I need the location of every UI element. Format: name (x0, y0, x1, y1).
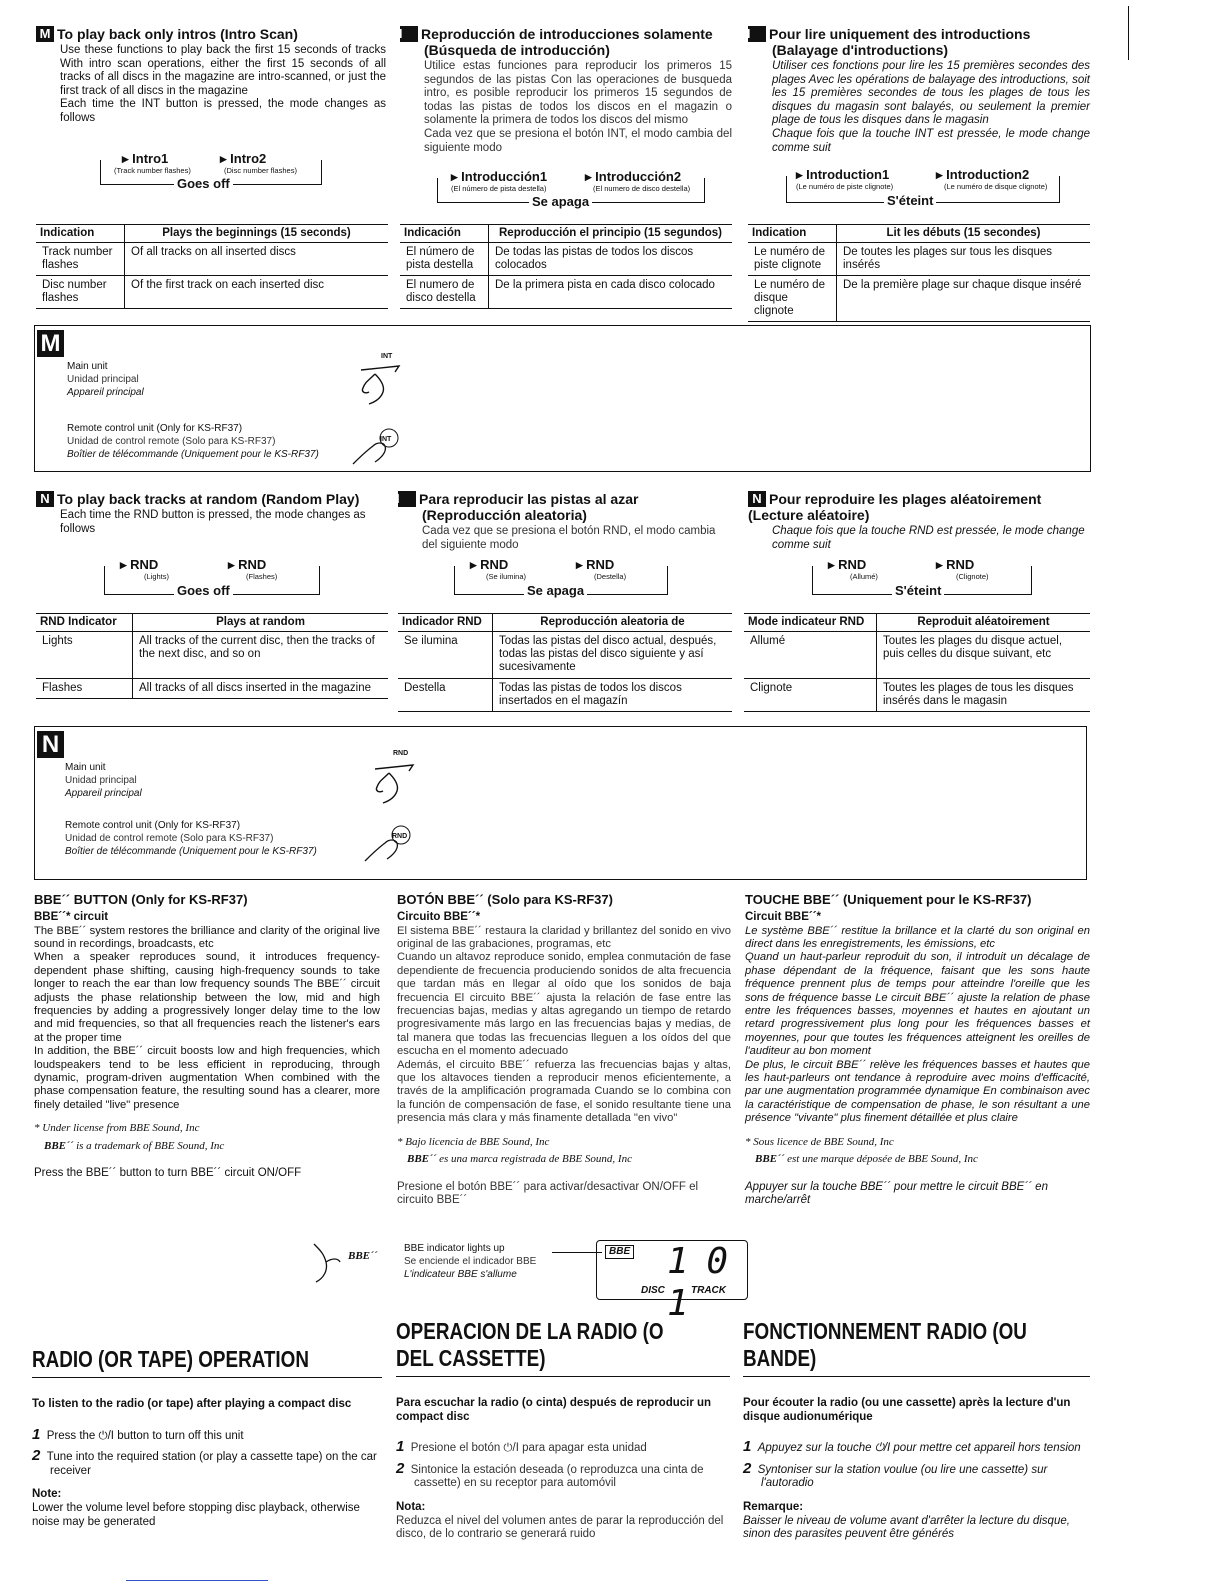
section-body: Chaque fois que la touche RND est pressée, le mode change comme suit (772, 525, 1085, 551)
intro-es (391, 26, 732, 155)
mode-sub-label: (El numero de disco destella) (593, 184, 691, 193)
remote-rnd-key: RND (392, 833, 408, 840)
radio-intro: To listen to the radio (or tape) after playing a compact disc (32, 1398, 352, 1410)
radio-intro: Pour écouter la radio (ou une cassette) après la lecture d'un disque audionumérique (743, 1397, 1071, 1423)
radio-step: 1 Appuyez sur la touche ⏻/I pour mettre cet appareil hors tension (743, 1438, 1081, 1456)
bbe-en (34, 892, 380, 1181)
remote-caption: Remote control unit (Only for KS-RF37) Unidad de control remote (Solo para KS-RF37) Boîtier de télécommande (Uniquement pour le KS-RF37) (67, 423, 319, 460)
radio-step: 1 Press the ⏻/I button to turn off this unit (32, 1425, 244, 1443)
mode-label: Intro1 (132, 151, 169, 166)
radio-title: OPERACION DE LA RADIO (O DEL CASSETTE) (396, 1318, 664, 1371)
bbe-logo: BBE´´ (44, 1139, 74, 1152)
mode-sub-label: (Se ilumina) (486, 572, 527, 581)
figure-badge: M (37, 330, 64, 357)
section-title: To play back only intros (Intro Scan) (57, 26, 298, 42)
bbe-body: El sistema BBE´´ restaura la claridad y brillantez del sonido en vivo original de las grabaciones, programas, etc Cuando un altavoz reproduce sonido, emplea conmutación de fase dependiente de frecuencia produciendo sonidos de alta frecuencia que tardan más en llegar al oído que los sonidos de baja frecuencia El circuito BBE´´ ajusta la relación de fase entre las frecuencias bajas, medias y altas agregando un tiempo de retardo progresivamente más largo en las frecuencias bajas y medias, de tal manera que todas las frecuencias lleguen a los oídos del que escucha en el momento adecuado Además, el circuito BBE´´ refuerza las frecuencias bajas y altas, que los altavoces tienden a reproducir menos eficientemente, a través de la amplificación programada Cuando se lo combina con la función de compensación de fase, el sonido resultante tiene una presencia más clara y más finamente detallada "en vivo" (397, 924, 731, 1125)
press-hand-icon (355, 362, 405, 406)
table-header: Lit les débuts (15 secondes) (837, 225, 1091, 243)
radio-en (32, 1346, 382, 1529)
track-label: TRACK (691, 1285, 726, 1296)
bbe-body: Le système BBE´´ restitue la brillance et la clarté du son original en direct dans les enregistrements, les émissions, etc Quand un haut-parleur reproduit du son, il introduit un décalage de phase dépendant de la fréquence, faisant que les sons haute fréquence prennent plus de temps pour atteindre l'oreille que les sons de fréquence basse Le circuit BBE´´ ajuste la relation de phase entre les fréquences basses, moyennes et hautes en ajoutant un retard progressivement plus long pour les fréquences basses et moyennes, pour que toutes les fréquences atteignent les oreilles de l'auditeur au bon moment De plus, le circuit BBE´´ relève les fréquences basses et hautes que les haut-parleurs ont tendance à reproduire avec moins d'efficacité, par une augmentation programmée dynamique En combinaison avec la caractéristique de compensation de phase, le son résultant a une présence "vivante" plus finement détaillée et plus claire (745, 924, 1090, 1125)
mode-sub-label: (Destella) (594, 572, 627, 581)
bbe-subtitle: Circuit BBE´´* (745, 911, 822, 923)
mode-label: Introducción2 (595, 169, 682, 184)
section-body: Use these functions to play back the first 15 seconds of tracks With intro scan operations, either the first 15 seconds of all tracks of all discs in the magazine are intro-scanned, or just the first track of all discs in the magazine Each time the INT button is pressed, the mode changes as follows (60, 44, 386, 124)
bbe-es (397, 892, 731, 1208)
table-row: Se ilumina Todas las pistas del disco actual, después, todas las pistas del disco siguiente y así sucesivamente (398, 632, 732, 679)
table-header: Indicación (400, 225, 489, 243)
section-title: Pour lire uniquement des introductions (Balayage d'introductions) (769, 26, 1031, 58)
mode-label-off: S'éteint (884, 194, 936, 208)
table-row: Le numéro de piste clignote De toutes les plages sur tous les disques insérés (748, 243, 1090, 276)
radio-title: RADIO (OR TAPE) OPERATION (32, 1346, 309, 1372)
table-header: Indicador RND (398, 614, 493, 632)
mode-label-off: Se apaga (524, 584, 587, 598)
table-row: Flashes All tracks of all discs inserted in the magazine (36, 679, 388, 699)
section-badge-n: N (748, 491, 766, 507)
mode-label: Intro2 (230, 151, 267, 166)
remote-caption: Remote control unit (Only for KS-RF37) Unidad de control remote (Solo para KS-RF37) Boîtier de télécommande (Uniquement pour le KS-RF37) (65, 820, 317, 857)
table-row: Clignote Toutes les plages de tous les disques insérés dans le magasin (744, 679, 1090, 712)
mode-cycle-diagram: ▸ Introduction1 ▸ Introduction2 (Le numéro de piste clignote) (Le numéro de disque clignote) S'éteint (786, 168, 1060, 212)
remote-press-hand-icon (349, 424, 401, 468)
mode-label-off: Se apaga (529, 195, 592, 209)
mode-label: RND (480, 557, 509, 572)
section-badge-n: N (36, 491, 54, 507)
bbe-indicator: BBE (605, 1245, 634, 1259)
random-table (36, 613, 388, 699)
random-es (390, 491, 732, 552)
license-note: * Under license from BBE Sound, Inc (34, 1122, 200, 1135)
intro-en (36, 26, 386, 126)
bbe-press-instruction: Appuyer sur la touche BBE´´ pour mettre le circuit BBE´´ en marche/arrêt (745, 1180, 1048, 1207)
mode-cycle-diagram: ▸ Introducción1 ▸ Introducción2 (El número de pista destella) (El numero de disco destella) Se apaga (437, 170, 705, 214)
leader-line (552, 1252, 602, 1253)
section-title: To play back tracks at random (Random Play) (57, 491, 360, 507)
trademark-note: is a trademark of BBE Sound, Inc (76, 1139, 225, 1152)
bbe-title: BBE´´ BUTTON (Only for KS-RF37) (34, 892, 248, 907)
mode-label-off: S'éteint (892, 584, 944, 598)
mode-sub-label: (Track number flashes) (114, 166, 191, 175)
random-table (398, 613, 732, 712)
table-row: El número de pista destella De todas las pistas de todos los discos colocados (400, 243, 732, 276)
mode-sub-label: (El número de pista destella) (451, 184, 547, 193)
mode-cycle-diagram: ▸ Intro1 ▸ Intro2 (Track number flashes) (Disc number flashes) Goes off (100, 152, 322, 196)
bbe-subtitle: Circuito BBE´´* (397, 911, 481, 923)
table-row: Track number flashes Of all tracks on all inserted discs (36, 243, 388, 276)
figure-m (34, 325, 1091, 472)
mode-label-off: Goes off (174, 584, 233, 598)
main-unit-caption: Main unit Unidad principal Appareil principal (65, 762, 142, 799)
note-text: Reduzca el nivel del volumen antes de parar la reproducción del disco, de lo contrario se generará ruido (396, 1514, 724, 1541)
section-title: Para reproducir las pistas al azar (Reproducción aleatoria) (419, 491, 639, 523)
mode-label: RND (946, 557, 975, 572)
mode-label: RND (838, 557, 867, 572)
section-body: Utiliser ces fonctions pour lire les 15 premières secondes des plages Avec les opérations de balayage des introductions, soit les 15 premières secondes de tous les plages de tous les disques du magasin sont balayés, ou seulement la premier plage de tous les disques dans le magasin Chaque fois que la touche INT est pressée, le mode change comme suit (772, 60, 1090, 154)
section-badge-m: M (400, 26, 418, 42)
table-header: Reproducción el principio (15 segundos) (489, 225, 733, 243)
disc-label: DISC (641, 1285, 665, 1296)
page-edge-line (1128, 6, 1129, 60)
table-header: Reproduit aléatoirement (877, 614, 1091, 632)
radio-step: 2 Sintonice la estación deseada (o reproduzca una cinta de cassette) en su receptor para automóvil (396, 1459, 704, 1490)
table-header: Plays at random (133, 614, 389, 632)
mode-sub-label: (Disc number flashes) (224, 166, 297, 175)
random-fr (748, 491, 1090, 552)
radio-step: 1 Presione el botón ⏻/I para apagar esta unidad (396, 1438, 647, 1456)
bbe-logo: BBE´´ (755, 1153, 785, 1166)
bbe-button-logo: BBE´´ (348, 1250, 378, 1262)
table-header: RND Indicator (36, 614, 133, 632)
mode-label: RND (130, 557, 159, 572)
trademark-note: es una marca registrada de BBE Sound, Inc (439, 1153, 632, 1166)
footer-rule (126, 1580, 268, 1581)
indication-table (400, 224, 732, 309)
random-table (744, 613, 1090, 712)
rnd-button-label: RND (393, 750, 409, 757)
radio-title: FONCTIONNEMENT RADIO (OU BANDE) (743, 1318, 1027, 1371)
bbe-subtitle: BBE´´* circuit (34, 911, 109, 923)
bbe-title: BOTÓN BBE´´ (Solo para KS-RF37) (397, 892, 613, 907)
license-note: * Bajo licencia de BBE Sound, Inc (397, 1135, 550, 1148)
bbe-body: The BBE´´ system restores the brilliance and clarity of the original live sound in recordings, broadcasts, etc When a speaker reproduces sound, it introduces frequency-dependent phase shifting, causing high-frequency sounds to take longer to reach the ear than low frequency sounds The BBE´´ circuit adjusts the phase relationship between the low, mid and high frequencies by adding a progressively longer delay time to the low and mid frequencies, so that all frequencies reach the listener's ears at the proper time In addition, the BBE´´ circuit boosts low and high frequencies, which loudspeakers tend to be less efficient in reproducing, through dynamic, program-driven augmentation When combined with the phase compensation feature, the resulting sound has a clearer, more finely detailed "live" presence (34, 924, 380, 1111)
note-text: Lower the volume level before stopping disc playback, otherwise noise may be generated (32, 1501, 360, 1528)
bbe-press-instruction: Presione el botón BBE´´ para activar/desactivar ON/OFF el circuito BBE´´ (397, 1180, 699, 1207)
random-en (36, 491, 386, 536)
bbe-logo: BBE´´ (407, 1153, 437, 1166)
mode-cycle-diagram: ▸ RND ▸ RND (Lights) (Flashes) Goes off (104, 558, 320, 602)
note-heading: Remarque: (743, 1500, 804, 1513)
bbe-indicator-caption: BBE indicator lights up Se enciende el indicador BBE L'indicateur BBE s'allume (404, 1243, 537, 1280)
press-hand-icon (369, 761, 419, 805)
radio-intro: Para escuchar la radio (o cinta) después de reproducir un compact disc (396, 1397, 712, 1423)
divider (743, 1376, 1090, 1377)
mode-cycle-diagram: ▸ RND ▸ RND (Se ilumina) (Destella) Se apaga (454, 558, 668, 602)
mode-sub-label: (Le numéro de disque clignote) (944, 182, 1048, 191)
display-panel (596, 1240, 748, 1324)
note-heading: Note: (32, 1488, 62, 1501)
bbe-title: TOUCHE BBE´´ (Uniquement pour le KS-RF37) (745, 892, 1032, 907)
mode-label: RND (238, 557, 267, 572)
section-badge-n: N (398, 491, 416, 507)
section-badge-m: M (36, 26, 54, 42)
mode-label: Introduction1 (806, 167, 890, 182)
mode-label: Introduction2 (946, 167, 1030, 182)
radio-step: 2 Syntoniser sur la station voulue (ou lire une cassette) sur l'autoradio (743, 1459, 1048, 1490)
trademark-note: est une marque déposée de BBE Sound, Inc (787, 1153, 978, 1166)
bbe-press-hand-icon (310, 1240, 350, 1286)
table-row: Lights All tracks of the current disc, then the tracks of the next disc, and so on (36, 632, 388, 679)
section-body: Utilice estas funciones para reproducir los primeros 15 segundos de las pistas Con las operaciones de busqueda intro, es posible reproducir los primeros 15 segundos de todas las pistas de todos los discos en el magazin o solamente la primera de todos los discos del mismo Cada vez que se presiona el botón INT, el modo cambia del siguiente modo (424, 60, 732, 154)
section-body: Cada vez que se presiona el botón RND, el modo cambia del siguiente modo (422, 525, 716, 551)
mode-label-off: Goes off (174, 177, 233, 191)
mode-sub-label: (Lights) (144, 572, 170, 581)
table-row: Allumé Toutes les plages du disque actuel, puis celles du disque suivant, etc (744, 632, 1090, 679)
table-header: Indication (748, 225, 837, 243)
figure-n (34, 726, 1087, 880)
table-header: Indication (36, 225, 125, 243)
remote-int-key: INT (380, 436, 392, 443)
mode-sub-label: (Flashes) (246, 572, 278, 581)
figure-badge: N (37, 731, 64, 758)
bbe-fr (745, 892, 1090, 1208)
indication-table (36, 224, 388, 309)
mode-sub-label: (Le numéro de piste clignote) (796, 182, 894, 191)
note-text: Baisser le niveau de volume avant d'arrêter la lecture du disque, sinon des parasites peuvent être générés (743, 1514, 1070, 1541)
section-body: Each time the RND button is pressed, the mode changes as follows (60, 509, 366, 535)
mode-sub-label: (Allumé) (850, 572, 878, 581)
section-badge-m: M (748, 26, 766, 42)
bbe-press-instruction: Press the BBE´´ button to turn BBE´´ circuit ON/OFF (34, 1167, 302, 1180)
divider (396, 1376, 730, 1377)
table-header: Mode indicateur RND (744, 614, 877, 632)
mode-sub-label: (Clignote) (956, 572, 989, 581)
mode-cycle-diagram: ▸ RND ▸ RND (Allumé) (Clignote) S'éteint (812, 558, 1032, 602)
mode-label: RND (586, 557, 615, 572)
license-note: * Sous licence de BBE Sound, Inc (745, 1135, 894, 1148)
divider (32, 1377, 382, 1378)
radio-step: 2 Tune into the required station (or play a cassette tape) on the car receiver (32, 1447, 377, 1477)
table-row: Disc number flashes Of the first track on each inserted disc (36, 276, 388, 309)
mode-label: Introducción1 (461, 169, 548, 184)
radio-fr (743, 1318, 1090, 1542)
intro-fr (739, 26, 1090, 155)
table-row: Le numéro de disque clignote De la première plage sur chaque disque inséré (748, 276, 1090, 322)
section-title: Pour reproduire les plages aléatoirement (Lecture aléatoire) (748, 491, 1042, 523)
radio-es (396, 1318, 730, 1542)
indication-table (748, 224, 1090, 322)
table-header: Reproducción aleatoria de (493, 614, 733, 632)
int-button-label: INT (381, 353, 393, 360)
table-header: Plays the beginnings (15 seconds) (125, 225, 389, 243)
note-heading: Nota: (396, 1500, 426, 1513)
table-row: Destella Todas las pistas de todos los discos insertados en el magazín (398, 679, 732, 712)
main-unit-caption: Main unit Unidad principal Appareil principal (67, 361, 144, 398)
display-digits: 1 0 1 (667, 1241, 727, 1324)
table-row: El numero de disco destella De la primera pista en cada disco colocado (400, 276, 732, 309)
section-title: Reproducción de introducciones solamente (Búsqueda de introducción) (421, 26, 713, 58)
